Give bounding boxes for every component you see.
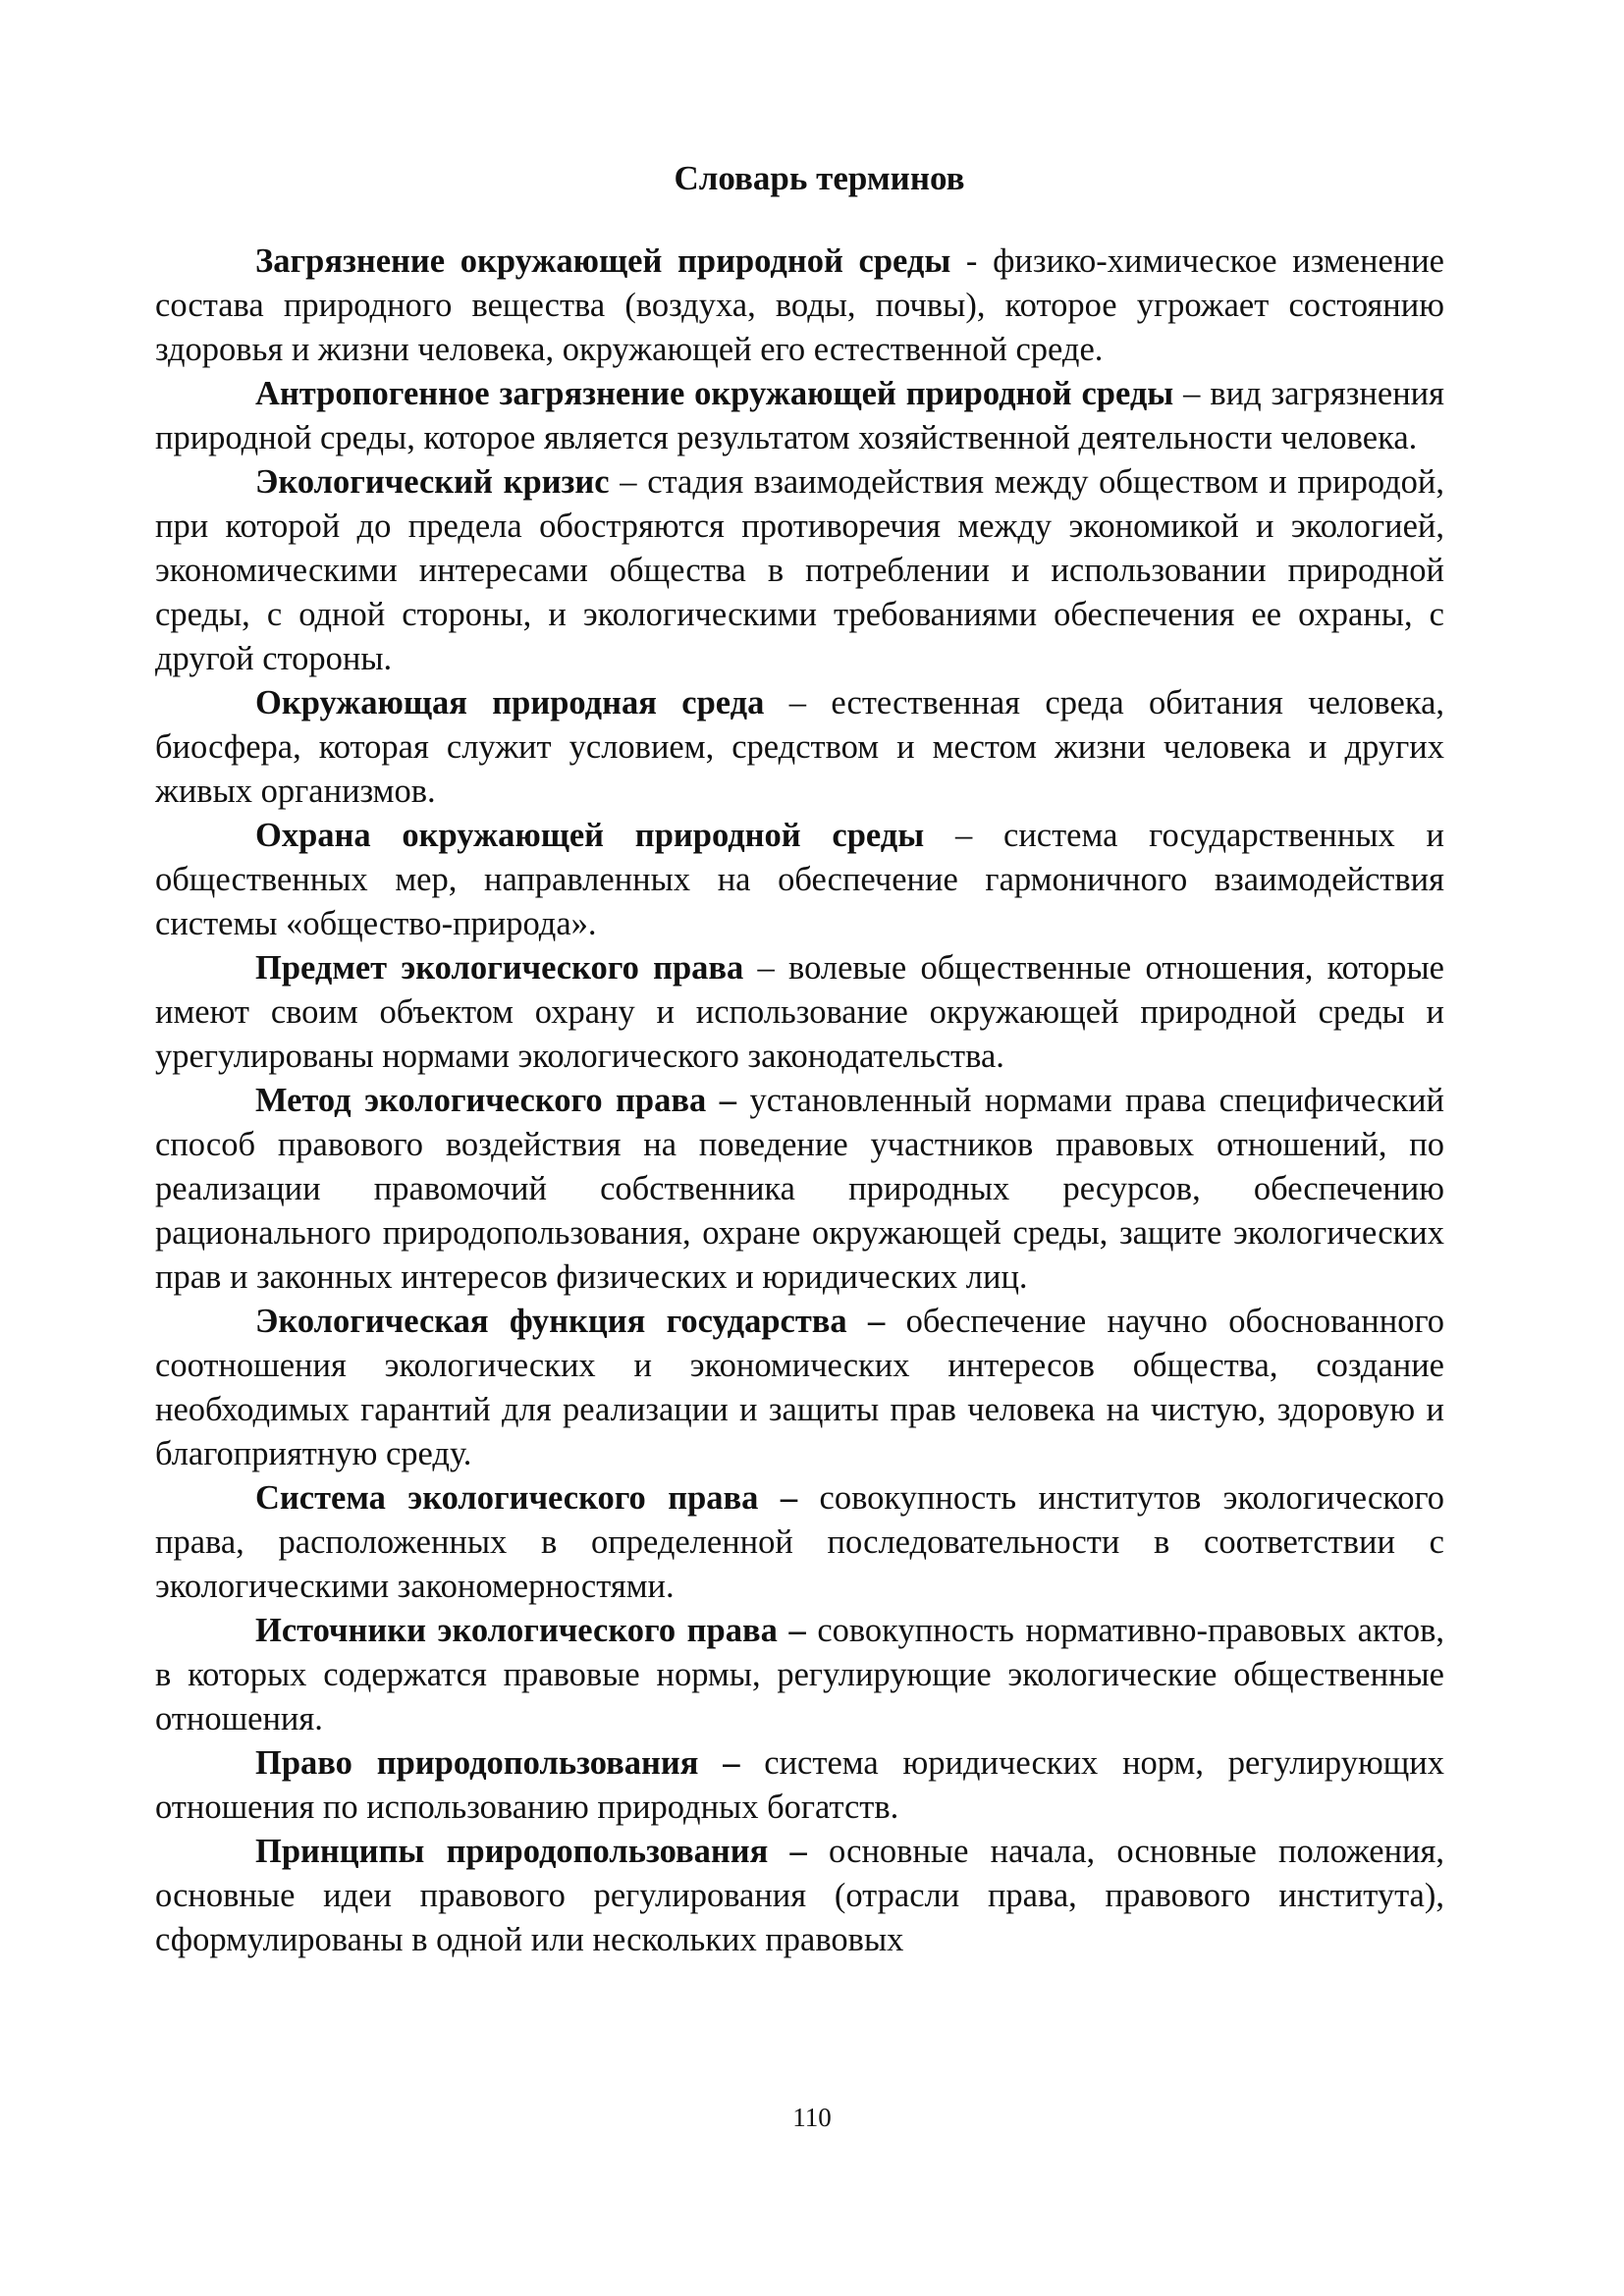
glossary-term: Право природопользования – (255, 1744, 740, 1782)
glossary-definition: основные начала, основные положения, основные идеи правового регулирования (отрасли права, правового института), сформулированы в одной или нескольких правовых (155, 1833, 1444, 1958)
glossary-definition: совокупность институтов экологического права, расположенных в определенной последовательности в соответствии с экологическими закономерностями. (155, 1479, 1445, 1605)
glossary-definition: физико-химическое изменение состава природного вещества (воздуха, воды, почвы), которое угрожает состоянию здоровья и жизни человека, окружающей его естественной среде. (155, 242, 1444, 368)
glossary-entry (155, 1830, 1444, 1962)
glossary-definition: система юридических норм, регулирующих отношения по использованию природных богатств. (155, 1744, 1444, 1826)
glossary-entry (155, 1741, 1444, 1830)
glossary-entry (155, 1300, 1444, 1476)
term-separator: – (764, 684, 832, 721)
glossary-entry (155, 1079, 1444, 1300)
glossary-term: Метод экологического права – (255, 1082, 736, 1119)
term-separator (807, 1833, 829, 1870)
term-separator (739, 1744, 764, 1782)
glossary-entry (155, 681, 1444, 814)
term-separator: – (1173, 375, 1211, 412)
glossary-term: Система экологического права – (255, 1479, 798, 1517)
glossary-definition: вид загрязнения природной среды, которое является результатом хозяйственной деятельности человека. (155, 375, 1444, 456)
glossary-term: Предмет экологического права (255, 949, 744, 987)
glossary-entry (155, 814, 1444, 946)
page-title: Словарь терминов (674, 159, 965, 197)
glossary-definition: система государственных и общественных мер, направленных на обеспечение гармоничного взаимодействия системы «общество-природа». (155, 817, 1445, 942)
glossary-term: Антропогенное загрязнение окружающей природной среды (255, 375, 1174, 412)
glossary (155, 240, 1444, 1962)
glossary-definition: обеспечение научно обоснованного соотношения экологических и экономических интересов общества, создание необходимых гарантий для реализации и защиты прав человека на чистую, здоровую и благоприятную среду. (155, 1303, 1445, 1472)
term-separator: – (924, 817, 1003, 854)
page-number: 110 (792, 2103, 832, 2132)
term-separator: - (950, 242, 994, 280)
term-separator (736, 1082, 749, 1119)
glossary-definition: совокупность нормативно-правовых актов, в которых содержатся правовые нормы, регулирующие экологические общественные отношения. (155, 1612, 1444, 1737)
term-separator (797, 1479, 819, 1517)
term-separator: – (743, 949, 789, 987)
document-page (155, 157, 1444, 1962)
glossary-entry (155, 1609, 1444, 1741)
glossary-entry (155, 460, 1444, 681)
glossary-term: Загрязнение окружающей природной среды (255, 242, 951, 280)
glossary-entry (155, 240, 1444, 372)
glossary-term: Источники экологического права – (255, 1612, 806, 1649)
glossary-definition: установленный нормами права специфический способ правового воздействия на поведение участников правовых отношений, по реализации правомочий собственника природных ресурсов, обеспечению рационального природопользования, охране окружающей среды, защите экологических прав и законных интересов физических и юридических лиц. (155, 1082, 1445, 1296)
glossary-term: Окружающая природная среда (255, 684, 765, 721)
term-separator (885, 1303, 905, 1340)
glossary-entry (155, 1476, 1444, 1609)
glossary-term: Принципы природопользования – (255, 1833, 807, 1870)
glossary-definition: естественная среда обитания человека, биосфера, которая служит условием, средством и местом жизни человека и других живых организмов. (155, 684, 1445, 810)
term-separator: – (609, 463, 648, 501)
glossary-term: Экологическая функция государства – (255, 1303, 886, 1340)
glossary-entry (155, 372, 1444, 460)
glossary-definition: стадия взаимодействия между обществом и природой, при которой до предела обостряются противоречия между экономикой и экологией, экономическими интересами общества в потреблении и использовании природной среды, с одной стороны, и экологическими требованиями обеспечения ее охраны, с другой стороны. (155, 463, 1444, 677)
glossary-entry (155, 946, 1444, 1079)
glossary-definition: волевые общественные отношения, которые имеют своим объектом охрану и использование окружающей природной среды и урегулированы нормами экологического законодательства. (155, 949, 1444, 1075)
glossary-term: Охрана окружающей природной среды (255, 817, 925, 854)
term-separator (806, 1612, 818, 1649)
glossary-term: Экологический кризис (255, 463, 610, 501)
